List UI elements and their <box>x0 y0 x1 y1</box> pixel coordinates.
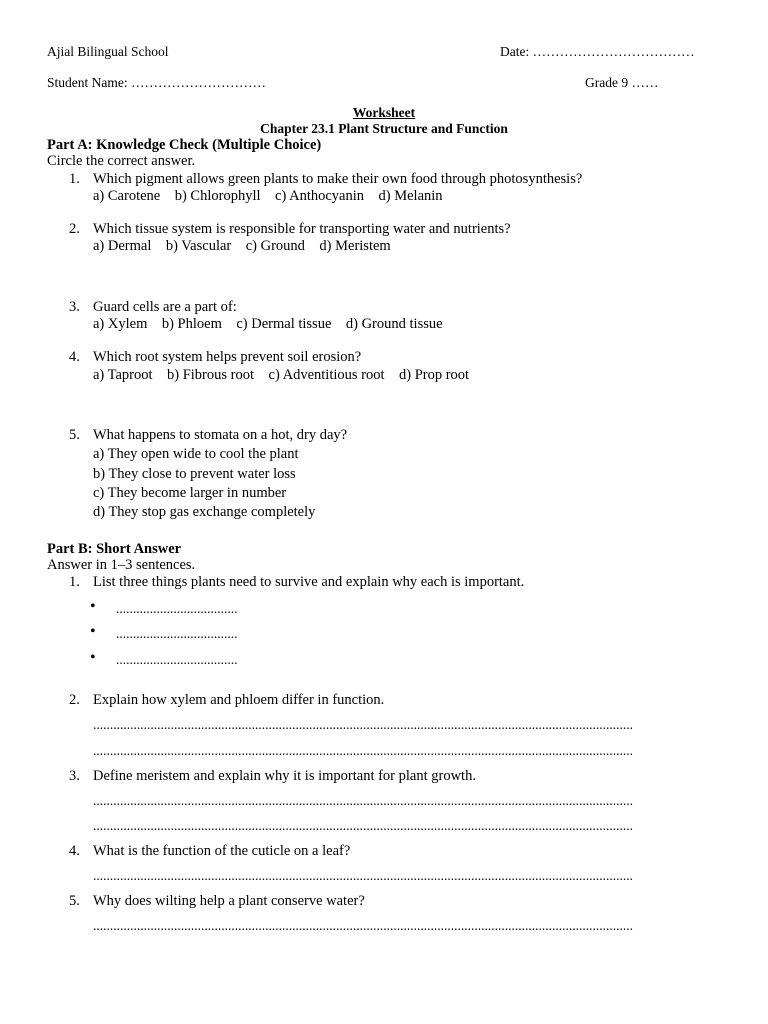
student-name-field[interactable]: Student Name: ………………………… <box>47 75 266 90</box>
answer-line[interactable]: ................................................................................................................................................................ <box>93 818 633 833</box>
bullet-icon: • <box>90 649 96 666</box>
answer-line[interactable]: ................................................................................................................................................................ <box>93 717 633 732</box>
worksheet-title: Worksheet <box>352 105 416 120</box>
question-number: 5. <box>69 893 80 909</box>
question-number: 3. <box>69 768 80 784</box>
part-b-heading: Part B: Short Answer <box>47 541 182 557</box>
question-text: Which root system helps prevent soil erosion? <box>93 349 362 365</box>
option-b[interactable]: b) They close to prevent water loss <box>93 466 296 482</box>
question-number: 1. <box>69 171 80 187</box>
answer-blank[interactable]: .................................... <box>116 601 238 616</box>
part-a-instruction: Circle the correct answer. <box>47 153 196 169</box>
answer-line[interactable]: ................................................................................................................................................................ <box>93 743 633 758</box>
question-number: 2. <box>69 221 80 237</box>
chapter-title: Chapter 23.1 Plant Structure and Function <box>260 121 508 136</box>
question-options[interactable]: a) Xylem b) Phloem c) Dermal tissue d) Ground tissue <box>93 316 443 332</box>
part-b-instruction: Answer in 1–3 sentences. <box>47 557 196 573</box>
school-name: Ajial Bilingual School <box>47 44 169 59</box>
bullet-icon: • <box>90 623 96 640</box>
question-text: What is the function of the cuticle on a leaf? <box>93 843 351 859</box>
answer-line[interactable]: ................................................................................................................................................................ <box>93 868 633 883</box>
question-number: 3. <box>69 299 80 315</box>
grade-field[interactable]: Grade 9 …… <box>585 75 659 90</box>
bullet-icon: • <box>90 598 96 615</box>
question-number: 1. <box>69 574 80 590</box>
question-text: List three things plants need to survive and explain why each is important. <box>93 574 525 590</box>
question-text: Define meristem and explain why it is important for plant growth. <box>93 768 476 784</box>
answer-blank[interactable]: .................................... <box>116 652 238 667</box>
option-d[interactable]: d) They stop gas exchange completely <box>93 504 316 520</box>
question-text: Guard cells are a part of: <box>93 299 237 315</box>
question-number: 4. <box>69 843 80 859</box>
option-a[interactable]: a) They open wide to cool the plant <box>93 446 299 462</box>
answer-blank[interactable]: .................................... <box>116 626 238 641</box>
question-text: Why does wilting help a plant conserve water? <box>93 893 365 909</box>
question-number: 2. <box>69 692 80 708</box>
option-c[interactable]: c) They become larger in number <box>93 485 287 501</box>
question-number: 4. <box>69 349 80 365</box>
date-field[interactable]: Date: ……………………………… <box>500 44 695 59</box>
answer-line[interactable]: ................................................................................................................................................................ <box>93 918 633 933</box>
question-options[interactable]: a) Taproot b) Fibrous root c) Adventitious root d) Prop root <box>93 367 470 383</box>
question-options[interactable]: a) Carotene b) Chlorophyll c) Anthocyanin d) Melanin <box>93 188 443 204</box>
question-number: 5. <box>69 427 80 443</box>
part-a-heading: Part A: Knowledge Check (Multiple Choice) <box>47 137 322 153</box>
question-text: Which pigment allows green plants to make their own food through photosynthesis? <box>93 171 583 187</box>
question-text: What happens to stomata on a hot, dry day? <box>93 427 348 443</box>
question-text: Which tissue system is responsible for transporting water and nutrients? <box>93 221 511 237</box>
answer-line[interactable]: ................................................................................................................................................................ <box>93 793 633 808</box>
question-text: Explain how xylem and phloem differ in function. <box>93 692 385 708</box>
question-options[interactable]: a) Dermal b) Vascular c) Ground d) Meristem <box>93 238 391 254</box>
